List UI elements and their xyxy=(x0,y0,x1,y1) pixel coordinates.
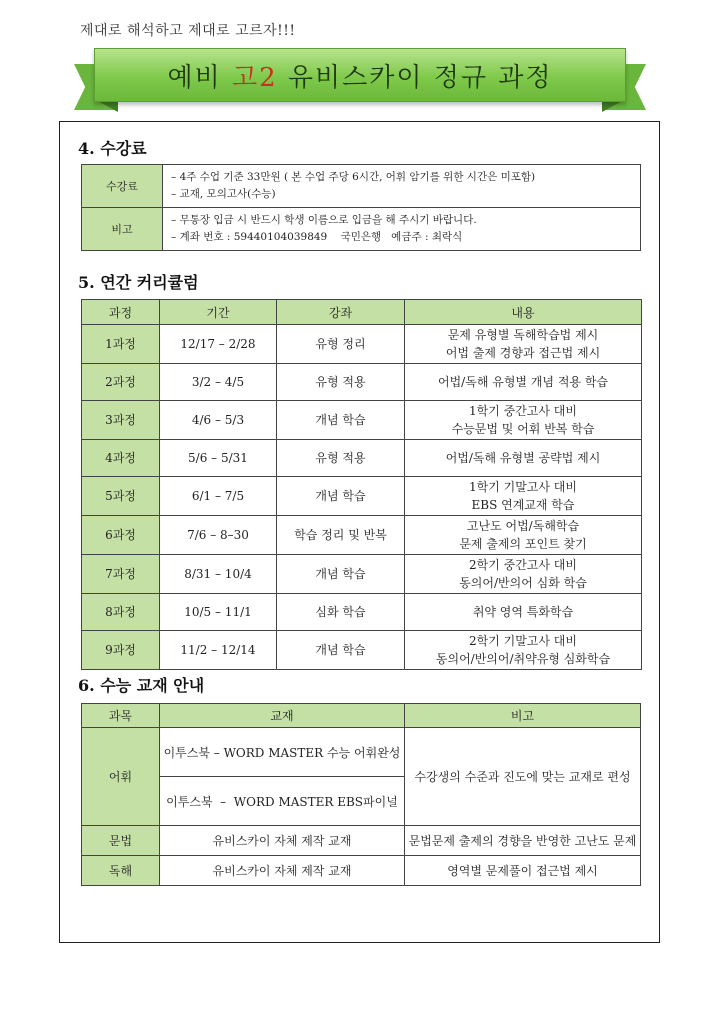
content-cell xyxy=(405,401,642,440)
reading-note: 영역별 문제풀이 접근법 제시 xyxy=(405,856,641,886)
content-line: 취약 영역 특화학습 xyxy=(472,605,574,619)
textbook-header-row xyxy=(82,704,641,728)
fee-line-1: – 4주 수업 기준 33만원 ( 본 수업 주당 6시간, 어휘 암기를 위한 시간은 미포함) xyxy=(171,171,536,183)
course-cell: 7과정 xyxy=(82,555,160,594)
fee-section-title: 4. 수강료 xyxy=(78,139,147,158)
content-line: 1학기 기말고사 대비 xyxy=(468,480,577,494)
table-row xyxy=(82,477,642,516)
banner-highlight: 고2 xyxy=(231,62,278,93)
banner-title xyxy=(94,48,626,102)
course-cell: 3과정 xyxy=(82,401,160,440)
table-row xyxy=(82,856,641,886)
vocab-note: 수강생의 수준과 진도에 맞는 교재로 편성 xyxy=(405,728,641,826)
note-value xyxy=(163,208,641,251)
table-row xyxy=(82,364,642,401)
content-cell xyxy=(405,516,642,555)
content-line: 문제 유형별 독해학습법 제시 xyxy=(447,328,599,342)
grammar-subject: 문법 xyxy=(82,826,160,856)
lecture-cell: 심화 학습 xyxy=(277,594,405,631)
lecture-cell: 개념 학습 xyxy=(277,401,405,440)
content-cell xyxy=(405,594,642,631)
content-line: 동의어/반의어 심화 학습 xyxy=(459,576,587,590)
header-lecture: 강좌 xyxy=(277,300,405,325)
course-cell: 9과정 xyxy=(82,631,160,670)
grammar-note: 문법문제 출제의 경향을 반영한 고난도 문제 xyxy=(405,826,641,856)
content-line: 고난도 어법/독해학습 xyxy=(466,519,580,533)
content-cell xyxy=(405,440,642,477)
content-line: 1학기 중간고사 대비 xyxy=(468,404,577,418)
table-row xyxy=(82,440,642,477)
content-cell xyxy=(405,631,642,670)
content-line: 어법/독해 유형별 공략법 제시 xyxy=(445,451,601,465)
table-row xyxy=(82,516,642,555)
course-cell: 1과정 xyxy=(82,325,160,364)
vocab-book-2: 이투스북 – WORD MASTER EBS파이널 xyxy=(160,777,405,826)
content-cell xyxy=(405,555,642,594)
table-row xyxy=(82,728,641,777)
content-line: 수능문법 및 어휘 반복 학습 xyxy=(451,422,595,436)
period-cell: 10/5 – 11/1 xyxy=(160,594,277,631)
note-line-1: – 무통장 입금 시 반드시 학생 이름으로 입금을 해 주시기 바랍니다. xyxy=(171,214,477,226)
content-line: 어법 출제 경향과 접근법 제시 xyxy=(445,346,601,360)
curriculum-section-title: 5. 연간 커리큘럼 xyxy=(78,273,199,292)
period-cell: 8/31 – 10/4 xyxy=(160,555,277,594)
content-line: 문제 출제의 포인트 찾기 xyxy=(459,537,587,551)
table-row xyxy=(82,826,641,856)
period-cell: 4/6 – 5/3 xyxy=(160,401,277,440)
content-line: 2학기 기말고사 대비 xyxy=(468,634,577,648)
content-line: 어법/독해 유형별 개념 적용 학습 xyxy=(438,375,608,389)
curriculum-header-row xyxy=(82,300,642,325)
table-row xyxy=(82,631,642,670)
header-course: 과정 xyxy=(82,300,160,325)
banner-prefix: 예비 xyxy=(167,62,232,93)
vocab-book-1: 이투스북 – WORD MASTER 수능 어휘완성 xyxy=(160,728,405,777)
tagline: 제대로 해석하고 제대로 고르자!!! xyxy=(80,23,296,39)
fee-table xyxy=(81,164,641,251)
banner-suffix: 유비스카이 정규 과정 xyxy=(277,62,553,93)
course-cell: 4과정 xyxy=(82,440,160,477)
content-cell xyxy=(405,477,642,516)
lecture-cell: 개념 학습 xyxy=(277,477,405,516)
note-label: 비고 xyxy=(82,208,163,251)
period-cell: 7/6 – 8–30 xyxy=(160,516,277,555)
table-row xyxy=(82,325,642,364)
course-cell: 6과정 xyxy=(82,516,160,555)
period-cell: 5/6 – 5/31 xyxy=(160,440,277,477)
lecture-cell: 개념 학습 xyxy=(277,555,405,594)
course-cell: 8과정 xyxy=(82,594,160,631)
note-line-2: – 계좌 번호 : 59440104039849 국민은행 예금주 : 최락식 xyxy=(171,231,463,243)
grammar-book: 유비스카이 자체 제작 교재 xyxy=(160,826,405,856)
course-cell: 5과정 xyxy=(82,477,160,516)
period-cell: 11/2 – 12/14 xyxy=(160,631,277,670)
period-cell: 6/1 – 7/5 xyxy=(160,477,277,516)
title-banner xyxy=(74,42,646,116)
content-cell xyxy=(405,325,642,364)
content-cell xyxy=(405,364,642,401)
fee-line-2: – 교재, 모의고사(수능) xyxy=(171,188,276,200)
period-cell: 12/17 – 2/28 xyxy=(160,325,277,364)
vocab-subject: 어휘 xyxy=(82,728,160,826)
lecture-cell: 학습 정리 및 반복 xyxy=(277,516,405,555)
period-cell: 3/2 – 4/5 xyxy=(160,364,277,401)
reading-subject: 독해 xyxy=(82,856,160,886)
curriculum-table xyxy=(81,299,642,670)
textbook-table xyxy=(81,703,641,886)
fee-label: 수강료 xyxy=(82,165,163,208)
table-row xyxy=(82,401,642,440)
table-row xyxy=(82,208,641,251)
table-row xyxy=(82,555,642,594)
lecture-cell: 유형 정리 xyxy=(277,325,405,364)
lecture-cell: 유형 적용 xyxy=(277,364,405,401)
table-row xyxy=(82,594,642,631)
content-line: 2학기 중간고사 대비 xyxy=(468,558,577,572)
content-line: 동의어/반의어/취약유형 심화학습 xyxy=(435,652,611,666)
table-row xyxy=(82,165,641,208)
header-period: 기간 xyxy=(160,300,277,325)
header-book: 교재 xyxy=(160,704,405,728)
header-content: 내용 xyxy=(405,300,642,325)
header-subject: 과목 xyxy=(82,704,160,728)
course-cell: 2과정 xyxy=(82,364,160,401)
header-note: 비고 xyxy=(405,704,641,728)
reading-book: 유비스카이 자체 제작 교재 xyxy=(160,856,405,886)
textbook-section-title: 6. 수능 교재 안내 xyxy=(78,676,205,695)
content-line: EBS 연계교재 학습 xyxy=(471,498,575,512)
lecture-cell: 유형 적용 xyxy=(277,440,405,477)
lecture-cell: 개념 학습 xyxy=(277,631,405,670)
fee-value xyxy=(163,165,641,208)
